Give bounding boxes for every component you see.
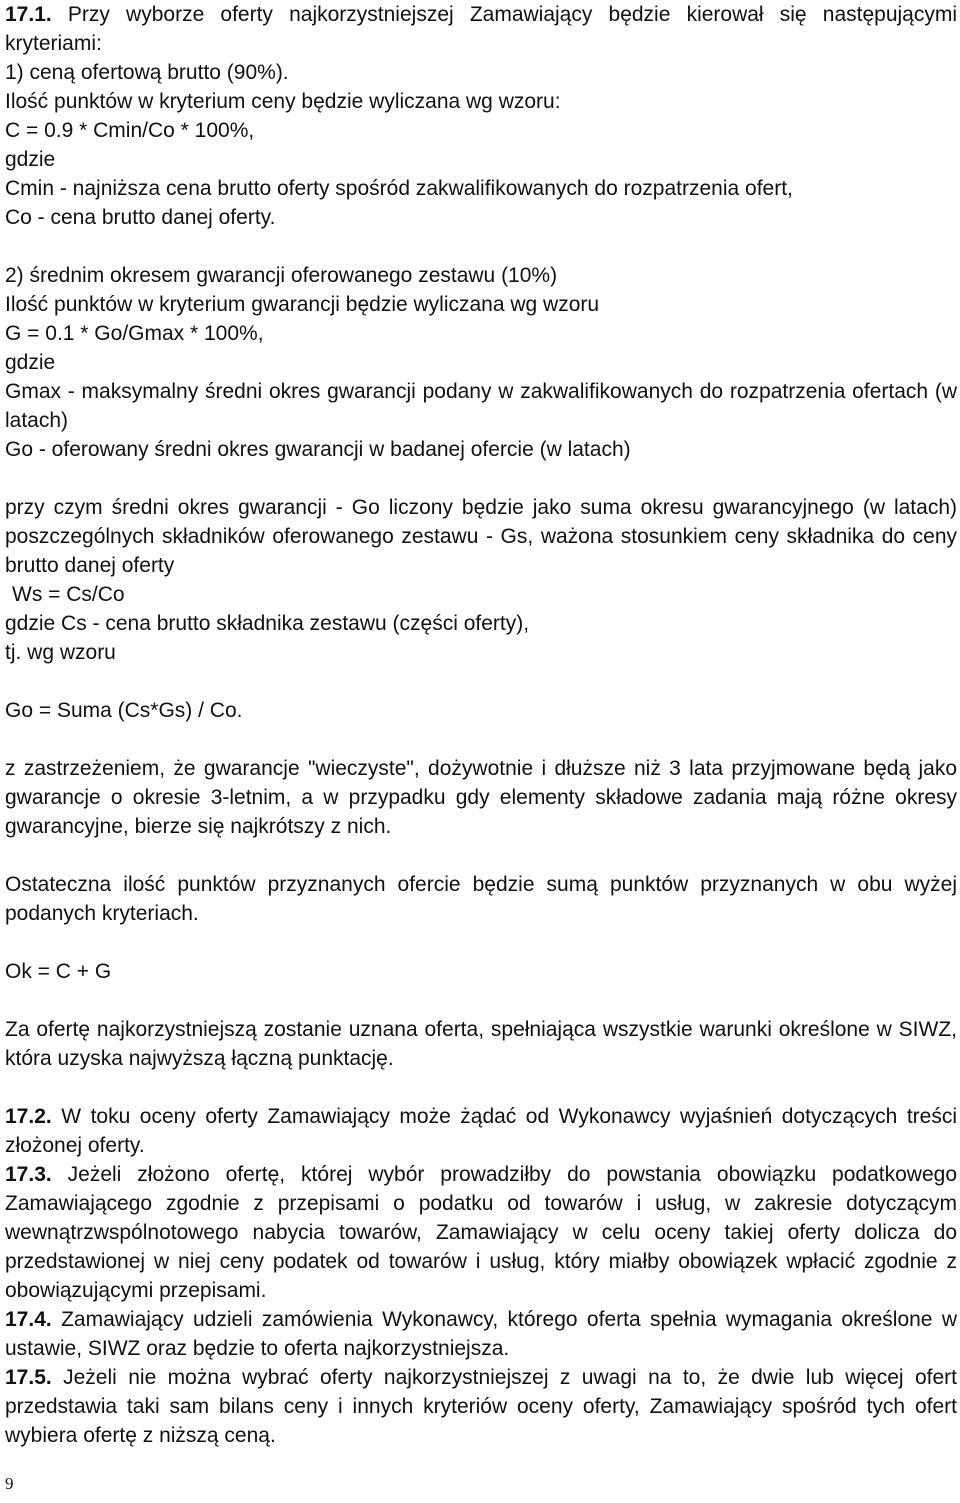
warranty-calc-text: Ilość punktów w kryterium gwarancji będzie wyliczana wg wzoru — [5, 293, 600, 316]
section-text: Jeżeli nie można wybrać oferty najkorzystniejszej z uwagi na to, że dwie lub więcej ofert przedstawia taki sam bilans ceny i innych kryteriów oceny oferty, Zamawiający spośród tych ofert wybiera ofertę z niższą ceną. — [5, 1366, 957, 1447]
section-number: 17.1. — [5, 3, 52, 26]
section-text: Przy wyborze oferty najkorzystniejszej Zamawiający będzie kierował się następującymi kryteriami: — [5, 3, 957, 55]
where-label: gdzie — [5, 351, 56, 374]
go-formula: Go = Suma (Cs*Gs) / Co. — [5, 699, 243, 722]
final-score-text: Ostateczna ilość punktów przyznanych ofercie będzie sumą punktów przyznanych w obu wyżej podanych kryteriach. — [5, 873, 957, 925]
section-text: W toku oceny oferty Zamawiający może żądać od Wykonawcy wyjaśnień dotyczących treści złożonej oferty. — [5, 1105, 957, 1157]
section-17-1-intro — [5, 0, 957, 58]
page-number: 9 — [5, 1474, 14, 1493]
criterion-price: 1) ceną ofertową brutto (90%). — [5, 61, 289, 84]
section-17-2 — [5, 1102, 957, 1160]
section-text: Jeżeli złożono ofertę, której wybór prowadziłby do powstania obowiązku podatkowego Zamawiającego zgodnie z przepisami o podatku od towarów i usług, w zakresie dotyczącym wewnątrzwspólnotowego nabycia towarów, Zamawiający w celu oceny takiej oferty dolicza do przedstawionej w niej ceny podatek od towarów i usług, który miałby obowiązek wpłacić zgodnie z obowiązującymi przepisami. — [5, 1163, 957, 1302]
section-17-5 — [5, 1363, 957, 1450]
warranty-formula: G = 0.1 * Go/Gmax * 100%, — [5, 322, 264, 345]
gmax-definition: Gmax - maksymalny średni okres gwarancji podany w zakwalifikowanych do rozpatrzenia ofertach (w latach) — [5, 380, 957, 432]
section-17-3 — [5, 1160, 957, 1305]
where-label: gdzie — [5, 148, 56, 171]
section-number: 17.4. — [5, 1308, 52, 1331]
section-number: 17.3. — [5, 1163, 52, 1186]
go-definition: Go - oferowany średni okres gwarancji w badanej ofercie (w latach) — [5, 438, 631, 461]
ok-formula: Ok = C + G — [5, 960, 112, 983]
price-calc-text: Ilość punktów w kryterium ceny będzie wyliczana wg wzoru: — [5, 90, 561, 113]
reservation-text: z zastrzeżeniem, że gwarancje "wieczyste", dożywotnie i dłuższe niż 3 lata przyjmowane będą jako gwarancje o okresie 3-letnim, a w przypadku gdy elementy składowe zadania mają różne okresy gwarancyjne, bierze się najkrótszy z nich. — [5, 757, 957, 838]
document-page — [5, 0, 957, 1450]
tj-text: tj. wg wzoru — [5, 641, 116, 664]
cmin-definition: Cmin - najniższa cena brutto oferty spośród zakwalifikowanych do rozpatrzenia ofert, — [5, 177, 793, 200]
price-formula: C = 0.9 * Cmin/Co * 100%, — [5, 119, 255, 142]
section-text: Zamawiający udzieli zamówienia Wykonawcy, którego oferta spełnia wymagania określone w ustawie, SIWZ oraz będzie to oferta najkorzystniejsza. — [5, 1308, 958, 1360]
co-definition: Co - cena brutto danej oferty. — [5, 206, 276, 229]
criterion-warranty: 2) średnim okresem gwarancji oferowanego zestawu (10%) — [5, 264, 558, 287]
winner-text: Za ofertę najkorzystniejszą zostanie uznana oferta, spełniająca wszystkie warunki określone w SIWZ, która uzyska najwyższą łączną punktację. — [5, 1018, 957, 1070]
section-number: 17.5. — [5, 1366, 52, 1389]
go-description: przy czym średni okres gwarancji - Go liczony będzie jako suma okresu gwarancyjnego (w latach) poszczególnych składników oferowanego zestawu - Gs, ważona stosunkiem ceny składnika do ceny brutto danej oferty — [5, 496, 957, 577]
section-number: 17.2. — [5, 1105, 52, 1128]
section-17-4 — [5, 1305, 957, 1363]
ws-formula: Ws = Cs/Co — [12, 583, 125, 606]
cs-description: gdzie Cs - cena brutto składnika zestawu (części oferty), — [5, 612, 530, 635]
